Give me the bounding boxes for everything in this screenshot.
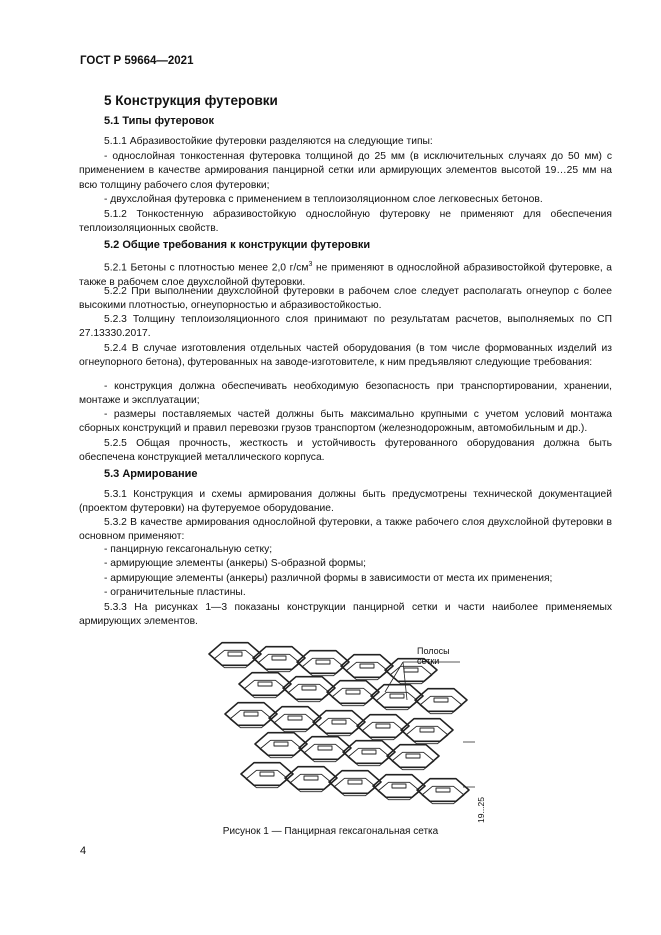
hex-cell — [329, 771, 381, 794]
list-item: - панцирную гексагональную сетку; — [104, 544, 273, 555]
hex-cell — [239, 673, 291, 696]
list-item: - размеры поставляемых частей должны быть максимально крупными с учетом условий монтажа сборных конструкций и правил перевозки грузов транспортом (железнодорожным, автомобильным и др.). — [79, 409, 612, 435]
subsection-title-5-2: 5.2 Общие требования к конструкции футеровки — [104, 239, 371, 251]
paragraph-5-1-1: 5.1.1 Абразивостойкие футеровки разделяются на следующие типы: — [104, 136, 433, 147]
hex-cell — [253, 647, 305, 670]
dimension-label: 19...25 — [476, 797, 486, 823]
hex-cell — [417, 779, 469, 802]
hex-cell — [269, 707, 321, 730]
hex-cell — [285, 767, 337, 790]
hex-cell — [209, 643, 261, 666]
hex-cell — [283, 677, 335, 700]
paragraph-5-2-2: 5.2.2 При выполнении двухслойной футеровки в рабочем слое следует располагать огнеупор с более высокими плотностью, огнеупорностью и абразивостойкостью. — [79, 286, 612, 312]
paragraph-5-3-2: 5.3.2 В качестве армирования однослойной футеровки, а также рабочего слоя двухслойной футеровки в основном применяют: — [79, 517, 612, 543]
paragraph-5-3-3: 5.3.3 На рисунках 1—3 показаны конструкции панцирной сетки и части наиболее применяемых армирующих элементов. — [79, 602, 612, 628]
mesh-slot — [346, 690, 360, 694]
mesh-slot — [272, 656, 286, 660]
list-item: - двухслойная футеровка с применением в теплоизоляционном слое легковесных бетонов. — [104, 194, 543, 205]
mesh-slot — [390, 694, 404, 698]
hex-cell — [357, 715, 409, 738]
mesh-slot — [302, 686, 316, 690]
mesh-slot — [406, 754, 420, 758]
subsection-title-5-3: 5.3 Армирование — [104, 468, 198, 480]
hex-cell — [371, 685, 423, 708]
mesh-slot — [420, 728, 434, 732]
mesh-slot — [274, 742, 288, 746]
hex-cell — [341, 655, 393, 678]
mesh-slot — [434, 698, 448, 702]
hex-cell — [387, 745, 439, 768]
hex-cell — [401, 719, 453, 742]
list-item: - ограничительные пластины. — [104, 587, 246, 598]
paragraph-5-2-1-b: не применяют в однослойной абразивостойкой футеровке, а также в рабочем слое двухслойной футеровки. — [79, 262, 613, 288]
hex-cell — [343, 741, 395, 764]
paragraph-5-1-2: 5.1.2 Тонкостенную абразивостойкую однослойную футеровку не применяют для обеспечения теплоизоляционных свойств. — [79, 209, 612, 235]
hex-mesh-figure — [195, 632, 475, 832]
mesh-slot — [392, 784, 406, 788]
superscript: 3 — [308, 261, 313, 268]
mesh-slot — [260, 772, 274, 776]
mesh-slot — [316, 660, 330, 664]
hex-cell — [373, 775, 425, 798]
paragraph-5-2-1-a: 5.2.1 Бетоны с плотностью менее 2,0 г/см — [104, 262, 309, 274]
hex-cell — [241, 763, 293, 786]
mesh-slot — [244, 712, 258, 716]
paragraph-5-2-3: 5.2.3 Толщину теплоизоляционного слоя принимают по результатам расчетов, выполняемых по СП 27.13330.2017. — [79, 314, 612, 340]
mesh-slot — [288, 716, 302, 720]
hex-cell — [297, 651, 349, 674]
hex-cell — [299, 737, 351, 760]
hex-cell — [255, 733, 307, 756]
mesh-slot — [360, 664, 374, 668]
mesh-slot — [258, 682, 272, 686]
hex-cell — [327, 681, 379, 704]
figure-caption: Рисунок 1 — Панцирная гексагональная сетка — [222, 826, 439, 837]
leader-line — [385, 662, 403, 692]
mesh-slot — [332, 720, 346, 724]
mesh-slot — [362, 750, 376, 754]
hex-cell — [313, 711, 365, 734]
paragraph-5-3-1: 5.3.1 Конструкция и схемы армирования должны быть предусмотрены технической документацией (проектом футеровки) на футеруемое оборудование. — [79, 489, 612, 515]
mesh-slot — [348, 780, 362, 784]
list-item: - однослойная тонкостенная футеровка толщиной до 25 мм (в исключительных случаях до 50 мм) с применением в качестве армирования панцирной сетки или армирующих элементов высотой 19…25 мм на всю толщину рабочего слоя футеровки; — [79, 151, 612, 191]
mesh-slot — [304, 776, 318, 780]
hex-mesh-drawing — [209, 643, 469, 804]
list-item: - конструкция должна обеспечивать необходимую безопасность при транспортировании, хранении, монтаже и эксплуатации; — [79, 381, 612, 407]
list-item: - армирующие элементы (анкеры) различной формы в зависимости от места их применения; — [104, 573, 553, 584]
mesh-slot — [228, 652, 242, 656]
figure-label-line1: Полосы — [417, 646, 450, 656]
mesh-slot — [436, 788, 450, 792]
hex-cell — [415, 689, 467, 712]
mesh-slot — [318, 746, 332, 750]
hex-cell — [225, 703, 277, 726]
document-header: ГОСТ Р 59664—2021 — [80, 55, 194, 67]
mesh-slot — [376, 724, 390, 728]
figure-label-line2: сетки — [417, 656, 440, 666]
page-number: 4 — [80, 845, 87, 857]
paragraph-5-2-4: 5.2.4 В случае изготовления отдельных частей оборудования (в том числе формованных изделий из огнеупорного бетона), футерованных на заводе-изготовителе, к ним предъявляют следующие требования: — [79, 343, 612, 369]
mesh-slot — [404, 668, 418, 672]
paragraph-5-2-5: 5.2.5 Общая прочность, жесткость и устойчивость футерованного оборудования должна быть обеспечена конструкцией металлического корпуса. — [79, 438, 612, 464]
subsection-title-5-1: 5.1 Типы футеровок — [104, 115, 215, 127]
section-title: 5 Конструкция футеровки — [104, 93, 278, 108]
list-item: - армирующие элементы (анкеры) S-образной формы; — [104, 558, 366, 569]
